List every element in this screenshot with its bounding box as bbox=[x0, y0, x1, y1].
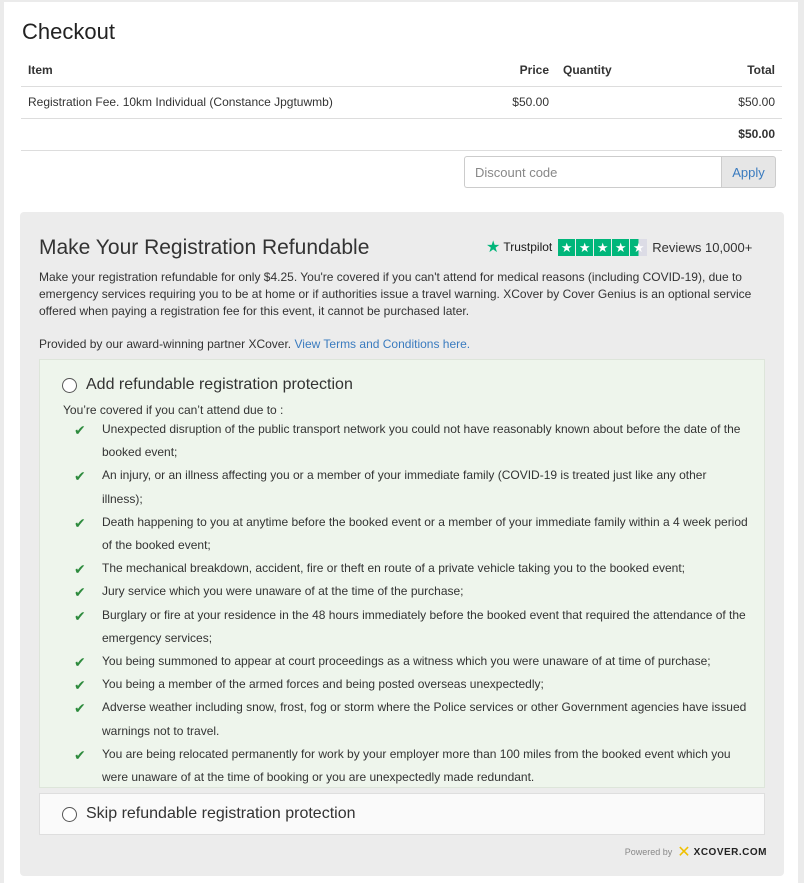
list-item: ✔ You being summoned to appear at court proceedings as a witness which you were unaware of at time of purchase; bbox=[70, 650, 750, 673]
covered-intro: You’re covered if you can’t attend due to : bbox=[63, 403, 284, 417]
powered-by-label: Powered by bbox=[624, 847, 673, 857]
list-item: ✔ Burglary or fire at your residence in the 48 hours immediately before the booked event that required the attendance of the emergency services; bbox=[70, 604, 750, 650]
table-header-row bbox=[21, 54, 782, 86]
refund-title: Make Your Registration Refundable bbox=[39, 236, 370, 259]
powered-by-xcover bbox=[625, 842, 767, 862]
star-icon: ★ bbox=[576, 239, 593, 256]
grand-total-row bbox=[21, 118, 782, 150]
checkout-page bbox=[4, 2, 798, 883]
add-protection-radio-label[interactable] bbox=[62, 376, 353, 394]
check-icon: ✔ bbox=[74, 514, 86, 531]
discount-code-input[interactable] bbox=[464, 156, 721, 188]
coverage-reasons-list bbox=[70, 418, 750, 789]
add-protection-radio[interactable] bbox=[62, 378, 77, 393]
page-title: Checkout bbox=[22, 19, 115, 44]
list-item: ✔ Death happening to you at anytime before the booked event or a member of your immediate family within a 4 week period of the booked event; bbox=[70, 511, 750, 557]
rating-stars bbox=[558, 239, 648, 256]
check-icon: ✔ bbox=[74, 677, 86, 694]
column-header-total: Total bbox=[666, 54, 782, 86]
cart-table bbox=[21, 54, 782, 151]
item-cell: Registration Fee. 10km Individual (Constance Jpgtuwmb) bbox=[21, 86, 491, 118]
refund-panel bbox=[20, 212, 784, 876]
check-icon: ✔ bbox=[74, 422, 86, 438]
column-header-quantity: Quantity bbox=[556, 54, 666, 86]
list-item: ✔ You being a member of the armed forces and being posted overseas unexpectedly; bbox=[70, 673, 750, 696]
list-item: ✔ Adverse weather including snow, frost, fog or storm where the Police services or other Government agencies have issued warnings not to travel. bbox=[70, 696, 750, 742]
trustpilot-widget[interactable] bbox=[486, 237, 752, 257]
skip-protection-label: Skip refundable registration protection bbox=[86, 805, 356, 822]
column-header-item: Item bbox=[21, 54, 491, 86]
star-icon: ★ bbox=[612, 239, 629, 256]
check-icon: ✔ bbox=[74, 607, 86, 624]
trustpilot-brand: Trustpilot bbox=[503, 240, 553, 254]
terms-link[interactable]: View Terms and Conditions here. bbox=[294, 337, 471, 351]
check-icon: ✔ bbox=[74, 654, 86, 671]
xcover-logo-icon: ✕ bbox=[677, 844, 691, 861]
provided-by-text bbox=[39, 337, 470, 351]
list-item: ✔ Jury service which you were unaware of at the time of the purchase; bbox=[70, 580, 750, 603]
trustpilot-star-icon: ★ bbox=[486, 239, 501, 256]
price-cell: $50.00 bbox=[491, 86, 556, 118]
list-item: ✔ Unexpected disruption of the public transport network you could not have reasonably known about before the date of the booked event; bbox=[70, 418, 750, 464]
quantity-cell bbox=[556, 86, 666, 118]
grand-total: $50.00 bbox=[666, 118, 782, 150]
check-icon: ✔ bbox=[74, 468, 86, 485]
trustpilot-logo bbox=[486, 237, 552, 257]
reviews-count: Reviews 10,000+ bbox=[652, 239, 753, 255]
xcover-brand: XCOVER.COM bbox=[693, 846, 767, 858]
check-icon: ✔ bbox=[74, 584, 86, 601]
skip-protection-radio-label[interactable] bbox=[62, 805, 356, 823]
check-icon: ✔ bbox=[74, 700, 86, 717]
add-protection-label: Add refundable registration protection bbox=[86, 376, 353, 393]
star-icon: ★ bbox=[594, 239, 611, 256]
skip-protection-option[interactable] bbox=[39, 793, 765, 835]
column-header-price: Price bbox=[491, 54, 556, 86]
skip-protection-radio[interactable] bbox=[62, 807, 77, 822]
check-icon: ✔ bbox=[74, 561, 86, 578]
apply-discount-button[interactable]: Apply bbox=[721, 156, 776, 188]
star-icon: ★ bbox=[558, 239, 575, 256]
list-item: ✔ An injury, or an illness affecting you or a member of your immediate family (COVID-19 is treated just like any other illness); bbox=[70, 464, 750, 510]
check-icon: ✔ bbox=[74, 746, 86, 763]
total-cell: $50.00 bbox=[666, 86, 782, 118]
discount-form bbox=[464, 156, 776, 188]
list-item: ✔ You are being relocated permanently for work by your employer more than 100 miles from the booked event which you were unaware of at the time of booking or you are unexpectedly made redundant. bbox=[70, 743, 750, 789]
provided-by-label: Provided by our award-winning partner XCover. bbox=[39, 337, 292, 351]
half-star-icon: ★ bbox=[630, 239, 647, 256]
refund-intro: Make your registration refundable for only $4.25. You're covered if you can't attend for medical reasons (including COVID-19), due to emergency services requiring you to be at home or if authorities issue a travel warning. XCover by Cover Genius is an optional service offered when paying a registration fee for this event, it cannot be purchased later. bbox=[39, 270, 752, 318]
add-protection-option[interactable] bbox=[39, 359, 765, 788]
table-row bbox=[21, 86, 782, 118]
list-item: ✔ The mechanical breakdown, accident, fire or theft en route of a private vehicle taking you to the booked event; bbox=[70, 557, 750, 580]
